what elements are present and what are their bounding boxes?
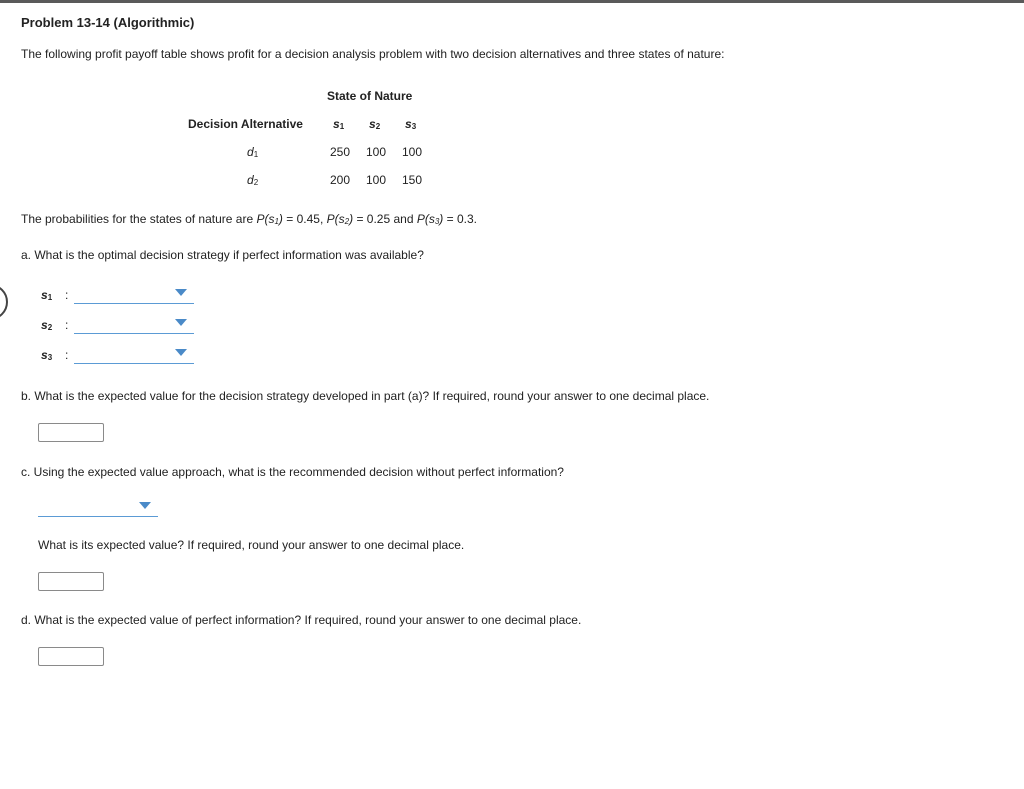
nav-circle-button[interactable] — [0, 284, 8, 320]
s2-label: $s_2$ — [41, 318, 53, 332]
s2-decision-select[interactable] — [74, 313, 194, 334]
chevron-down-icon — [175, 289, 187, 296]
s3-colon: : — [65, 348, 69, 362]
part-a-question: a. What is the optimal decision strategy if perfect information was available? — [21, 248, 424, 262]
s1-decision-select[interactable] — [74, 283, 194, 304]
chevron-down-icon — [175, 319, 187, 326]
problem-title: Problem 13-14 (Algorithmic) — [21, 15, 195, 30]
probabilities-text: The probabilities for the states of nature are $P(s_1) = 0.45$, $P(s_2) = 0.25$ and $P(s_3) = 0.3$. — [21, 212, 477, 226]
state-of-nature-header: State of Nature — [327, 89, 413, 103]
s3-decision-select[interactable] — [74, 343, 194, 364]
part-c-question: c. Using the expected value approach, what is the recommended decision without perfect information? — [21, 465, 564, 479]
s1-label: $s_1$ — [41, 288, 53, 302]
table-cell: 100 — [366, 173, 387, 187]
part-b-answer-input[interactable] — [38, 423, 104, 442]
recommended-decision-select[interactable] — [38, 496, 158, 517]
table-cell: 250 — [330, 145, 351, 159]
column-header-s2: $s_2$ — [369, 117, 381, 131]
table-cell: 150 — [402, 173, 423, 187]
row-label-d1: $d_1$ — [247, 145, 259, 159]
part-d-question: d. What is the expected value of perfect information? If required, round your answer to one decimal place. — [21, 613, 582, 627]
part-c-followup: What is its expected value? If required, round your answer to one decimal place. — [38, 538, 465, 552]
top-border — [0, 0, 1024, 3]
table-cell: 200 — [330, 173, 351, 187]
column-header-s1: $s_1$ — [333, 117, 345, 131]
decision-alternative-header: Decision Alternative — [188, 117, 303, 131]
part-c-answer-input[interactable] — [38, 572, 104, 591]
s3-label: $s_3$ — [41, 348, 53, 362]
part-b-question: b. What is the expected value for the decision strategy developed in part (a)? If required, round your answer to one decimal place. — [21, 389, 710, 403]
column-header-s3: $s_3$ — [405, 117, 417, 131]
row-label-d2: $d_2$ — [247, 173, 259, 187]
chevron-down-icon — [175, 349, 187, 356]
table-cell: 100 — [366, 145, 387, 159]
problem-intro: The following profit payoff table shows profit for a decision analysis problem with two decision alternatives and three states of nature: — [21, 47, 725, 61]
s2-colon: : — [65, 318, 69, 332]
part-d-answer-input[interactable] — [38, 647, 104, 666]
table-cell: 100 — [402, 145, 423, 159]
s1-colon: : — [65, 288, 69, 302]
chevron-down-icon — [139, 502, 151, 509]
